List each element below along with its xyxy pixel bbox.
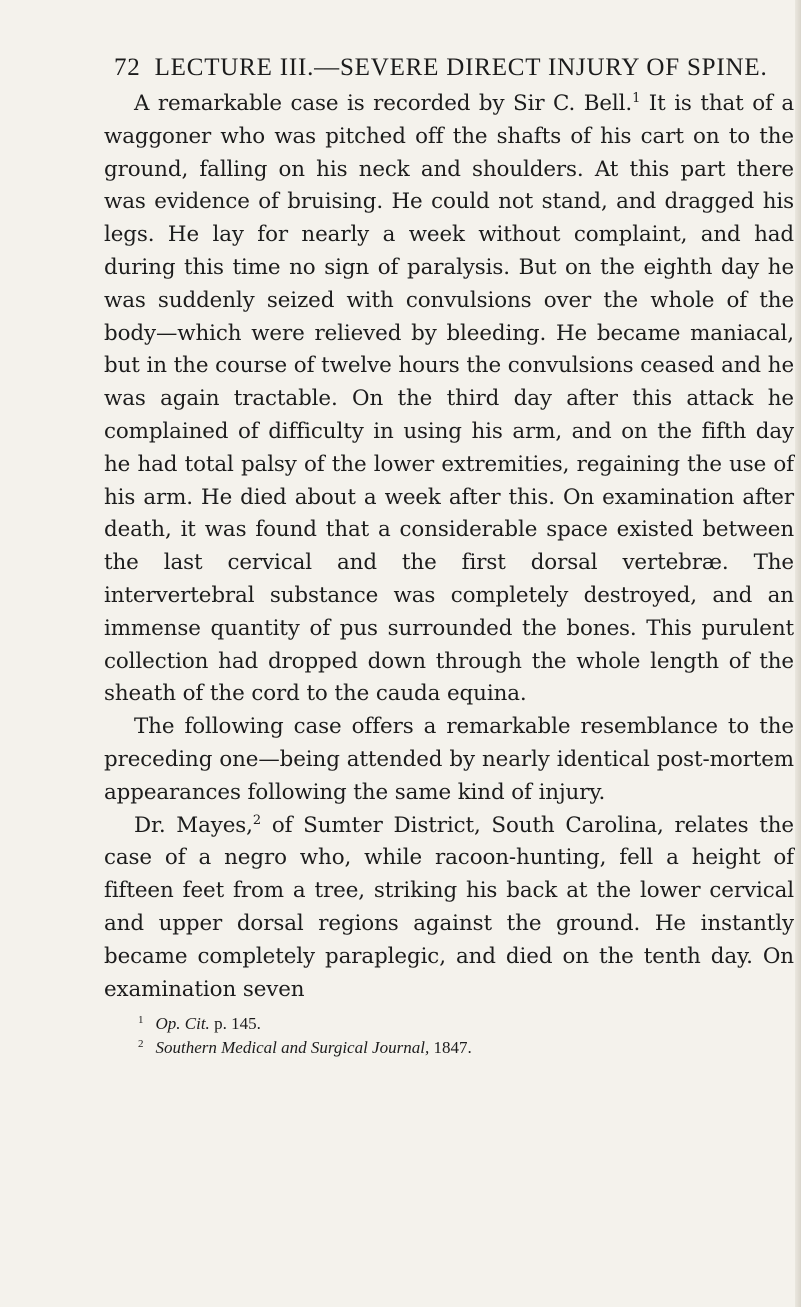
book-page: [104, 50, 794, 1058]
paragraph-bell-case: [104, 88, 794, 711]
footnote-citation-rest: 1847.: [429, 1038, 472, 1058]
running-title: LECTURE III.—SEVERE DIRECT INJURY OF SPINE.: [154, 54, 768, 81]
page-number: 72: [114, 54, 141, 81]
paragraph-text: of Sumter District, South Carolina, relates the case of a negro who, while racoon-hunting, fell a height of fifteen feet from a tree, striking his back at the lower cervical and upper dorsal regions against the ground. He instantly became completely paraplegic, and died on the tenth day. On examination seven: [104, 812, 794, 1002]
paragraph-text: Dr. Mayes,: [134, 812, 253, 838]
page-edge: [795, 0, 801, 1307]
footnote-mark: 1: [138, 1014, 144, 1027]
footnote-citation-rest: p. 145.: [209, 1014, 261, 1034]
running-header: [114, 50, 794, 88]
footnote-citation: Southern Medical and Surgical Journal,: [155, 1038, 430, 1058]
footnotes: [104, 1010, 794, 1058]
footnote-citation: Op. Cit.: [155, 1014, 210, 1034]
paragraph-transition: The following case offers a remarkable resemblance to the preceding one—being attended by nearly identical post-mortem appearances following the same kind of injury.: [104, 714, 794, 805]
paragraph-mayes-case: [104, 810, 794, 1007]
paragraph-text: A remarkable case is recorded by Sir C. Bell.: [134, 91, 633, 116]
footnote-ref-1: 1: [632, 91, 641, 106]
footnote-1: [138, 1010, 794, 1034]
paragraph-text: It is that of a waggoner who was pitched off the shafts of his cart on to the ground, falling on his neck and shoulders. At this part there was evidence of bruising. He could not stand, and dragged his legs. He lay for nearly a week without complaint, and had during this time no sign of paralysis. But on the eighth day he was suddenly seized with convulsions over the whole of the body—which were relieved by bleeding. He became maniacal, but in the course of twelve hours the convulsions ceased and he was again tractable. On the third day after this attack he complained of difficulty in using his arm, and on the fifth day he had total palsy of the lower extremities, regaining the use of his arm. He died about a week after this. On examination after death, it was found that a considerable space existed between the last cervical and the first dorsal vertebræ. The intervertebral substance was completely destroyed, and an immense quantity of pus surrounded the bones. This purulent collection had dropped down through the whole length of the sheath of the cord to the cauda equina.: [104, 91, 795, 707]
footnote-2: [138, 1034, 794, 1058]
footnote-mark: 2: [138, 1038, 144, 1051]
body-text: [104, 88, 794, 1006]
footnote-ref-2: 2: [252, 812, 262, 828]
